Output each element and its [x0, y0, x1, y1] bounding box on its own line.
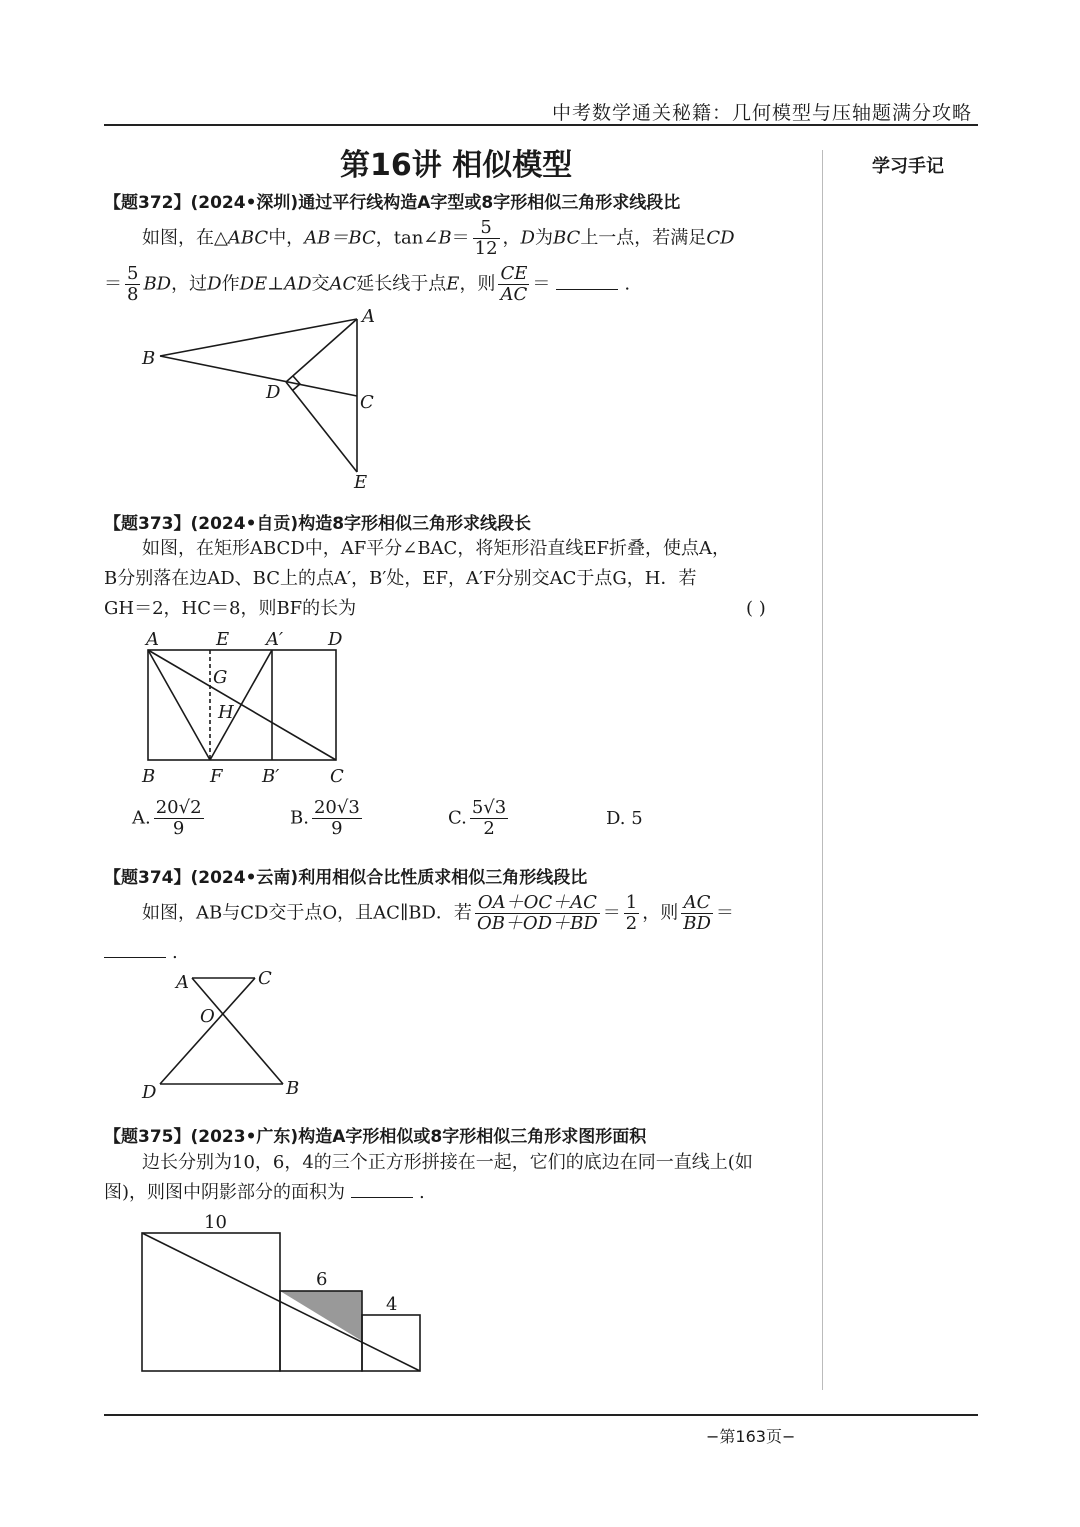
q374-label-O: O	[200, 1006, 215, 1027]
q373-label-F: F	[210, 766, 223, 787]
q372-frac-tan: $\frac{5}{12}$	[474, 217, 498, 259]
q373-label-A-prime: A′	[266, 629, 284, 650]
q375-figure	[130, 1205, 430, 1380]
q375-shaded-region	[280, 1291, 362, 1341]
q372-label-B: B	[142, 348, 156, 369]
q375-heading: 【题375】(2023•广东)构造A字形相似或8字形相似三角形求图形面积	[104, 1127, 647, 1147]
q375-line1: 边长分别为10，6，4的三个正方形拼接在一起，它们的底边在同一直线上(如	[142, 1152, 753, 1173]
q374-line1: 如图，AB与CD交于点O，且AC∥BD．若 $\frac{OA+OC+AC}{OB+OD+BD}$ ＝ $\frac{1}{2}$ ，则 $\frac{AC}{BD}$ ＝	[142, 892, 734, 934]
q372-frac-answer: $\frac{CE}{AC}$	[500, 263, 528, 305]
q374-label-C: C	[258, 968, 272, 989]
q373-option-b: B. $\frac{20√3}{9}$	[290, 797, 360, 839]
q372-label-C: C	[360, 392, 374, 413]
q374-label-A: A	[176, 972, 189, 993]
q373-option-a: A. $\frac{20√2}{9}$	[132, 797, 202, 839]
q373-label-D: D	[328, 629, 343, 650]
lecture-title: 第16讲 相似模型	[340, 148, 573, 183]
page-number: −第163页−	[706, 1427, 796, 1446]
q372-heading: 【题372】(2024•深圳)通过平行线构造A字型或8字形相似三角形求线段比	[104, 193, 681, 213]
q374-label-B: B	[286, 1078, 300, 1099]
q373-line3: GH＝2，HC＝8，则BF的长为	[104, 598, 357, 619]
q372-label-E: E	[354, 472, 368, 493]
q373-label-C: C	[330, 766, 344, 787]
q373-label-E: E	[216, 629, 230, 650]
q375-label-6: 6	[316, 1269, 328, 1290]
q373-label-H: H	[218, 702, 234, 723]
q374-answer-blank	[104, 943, 166, 958]
q373-option-d: D. 5	[606, 808, 643, 829]
notes-label: 学习手记	[872, 156, 944, 177]
q374-frac-sum: $\frac{OA+OC+AC}{OB+OD+BD}$	[476, 892, 598, 934]
q373-line1: 如图，在矩形ABCD中，AF平分∠BAC，将矩形沿直线EF折叠，使点A，	[142, 538, 730, 559]
q375-label-10: 10	[204, 1212, 227, 1233]
q373-figure	[130, 622, 370, 790]
q373-label-B-prime: B′	[262, 766, 280, 787]
q372-figure	[130, 300, 410, 495]
q375-line2: 图)，则图中阴影部分的面积为 .	[104, 1182, 425, 1203]
q373-answer-paren: ( )	[746, 598, 766, 619]
q375-label-4: 4	[386, 1294, 398, 1315]
q372-frac-cd: $\frac{5}{8}$	[127, 263, 139, 305]
q372-line2: ＝ $\frac{5}{8}$ BD，过D作DE⊥AD交AC延长线于点E，则 $\frac{CE}{AC}$ ＝ .	[104, 263, 631, 305]
q374-figure	[130, 962, 330, 1104]
book-title: 中考数学通关秘籍：几何模型与压轴题满分攻略	[551, 102, 972, 124]
header-rule	[104, 124, 978, 126]
q372-answer-blank	[556, 275, 618, 290]
q374-line2: .	[104, 938, 178, 968]
q372-label-A: A	[362, 306, 375, 327]
q374-frac-answer: $\frac{AC}{BD}$	[683, 892, 711, 934]
q374-heading: 【题374】(2024•云南)利用相似合比性质求相似三角形线段比	[104, 868, 588, 888]
q375-answer-blank	[351, 1183, 413, 1198]
q372-line1: 如图，在△ABC中，AB＝BC，tan∠B＝ $\frac{5}{12}$ ，D为BC上一点，若满足CD	[142, 217, 735, 259]
notes-divider	[822, 150, 823, 1390]
q373-option-c: C. $\frac{5√3}{2}$	[448, 797, 507, 839]
q373-line2: B分别落在边AD、BC上的点A′，B′处，EF，A′F分别交AC于点G，H．若	[104, 568, 697, 589]
q373-label-G: G	[213, 667, 228, 688]
q373-label-B: B	[142, 766, 156, 787]
q373-label-A: A	[146, 629, 159, 650]
q374-label-D: D	[142, 1082, 157, 1103]
footer-rule	[104, 1414, 978, 1416]
q373-heading: 【题373】(2024•自贡)构造8字形相似三角形求线段长	[104, 514, 532, 534]
q372-label-D: D	[266, 382, 281, 403]
